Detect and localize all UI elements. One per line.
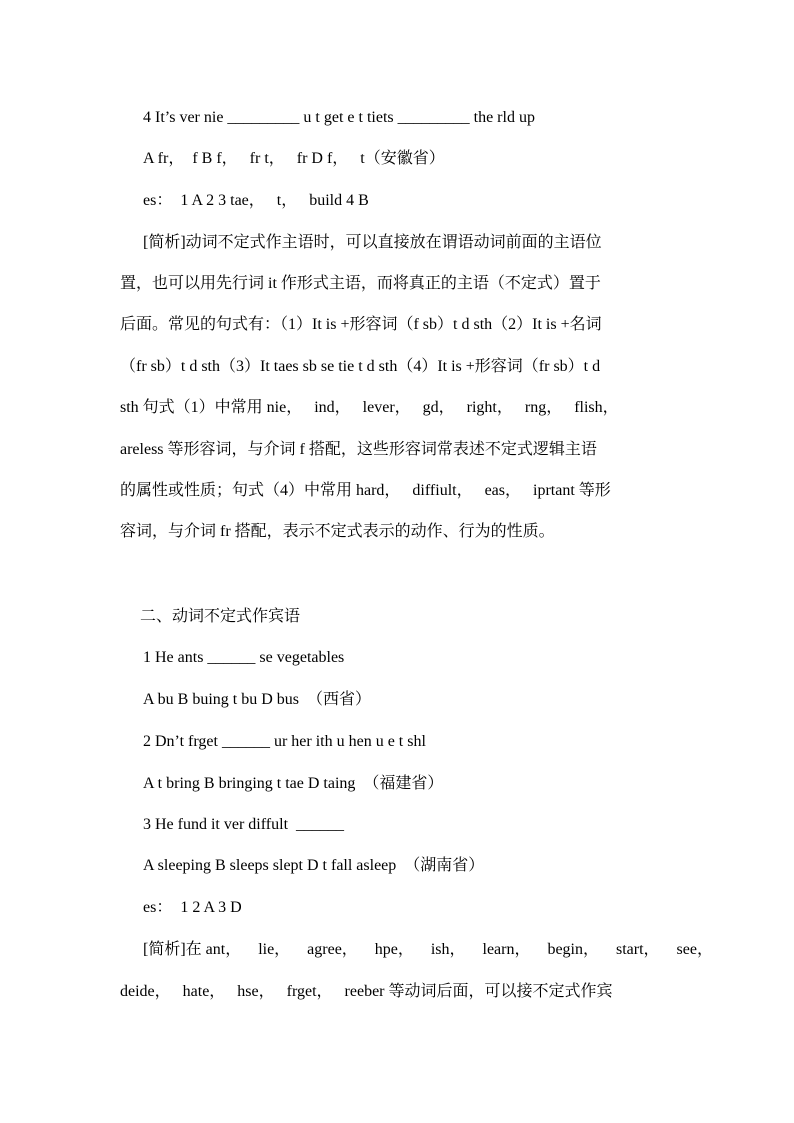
question-2-options: A t bring B bringing t tae D taing （福建省） [143,775,444,792]
analysis-line-8: 容词，与介词 fr 搭配，表示不定式表示的动作、行为的性质。 [120,523,555,540]
analysis-word: hpe， [374,941,414,958]
analysis-line-2: 置，也可以用先行词 it 作形式主语，而将真正的主语（不定式）置于 [120,275,601,292]
analysis-line-4: （fr sb）t d sth（3）It taes sb se tie t d sth（4）It is +形容词（fr sb）t d [120,358,601,375]
analysis-line-1: [简析]动词不定式作主语时，可以直接放在谓语动词前面的主语位 [143,234,602,251]
analysis-word: start， [615,941,660,958]
answers-section-1: es： 1 A 2 3 tae， t， build 4 B [143,192,369,209]
question-3: 3 He fund it ver diffult ______ [143,816,345,833]
analysis-line-3: 后面。常见的句式有：（1）It is +形容词（f sb）t d sth（2）It is +名词 [120,316,602,333]
question-2: 2 Dn’t frget ______ ur her ith u hen u e t shl [143,733,426,750]
analysis-word: see， [676,941,713,958]
analysis-word: [简析]在 ant， [143,941,242,958]
section-2-heading: 二、动词不定式作宾语 [140,608,301,625]
analysis-word: ish， [430,941,466,958]
analysis-2-line-1 [143,940,713,960]
analysis-line-5: sth 句式（1）中常用 nie， ind， lever， gd， right， rng， flish， [120,399,619,416]
answers-section-2: es： 1 2 A 3 D [143,899,242,916]
question-4-options: A fr， f B f， fr t， fr D f， t（安徽省） [143,150,445,167]
analysis-word: learn， [482,941,531,958]
analysis-line-7: 的属性或性质；句式（4）中常用 hard， diffiult， eas， iprtant 等形 [120,482,611,499]
question-1-options: A bu B buing t bu D bus （西省） [143,691,372,708]
question-1: 1 He ants ______ se vegetables [143,649,345,666]
analysis-line-6: areless 等形容词，与介词 f 搭配，这些形容词常表述不定式逻辑主语 [120,441,597,458]
question-3-options: A sleeping B sleeps slept D t fall asleep （湖南省） [143,857,485,874]
analysis-word: agree， [307,941,358,958]
analysis-2-line-2: deide， hate， hse， frget， reeber 等动词后面，可以接不定式作宾 [120,983,613,1000]
analysis-word: lie， [258,941,291,958]
question-4: 4 It’s ver nie _________ u t get e t tiets _________ the rld up [143,109,535,126]
analysis-word: begin， [547,941,600,958]
